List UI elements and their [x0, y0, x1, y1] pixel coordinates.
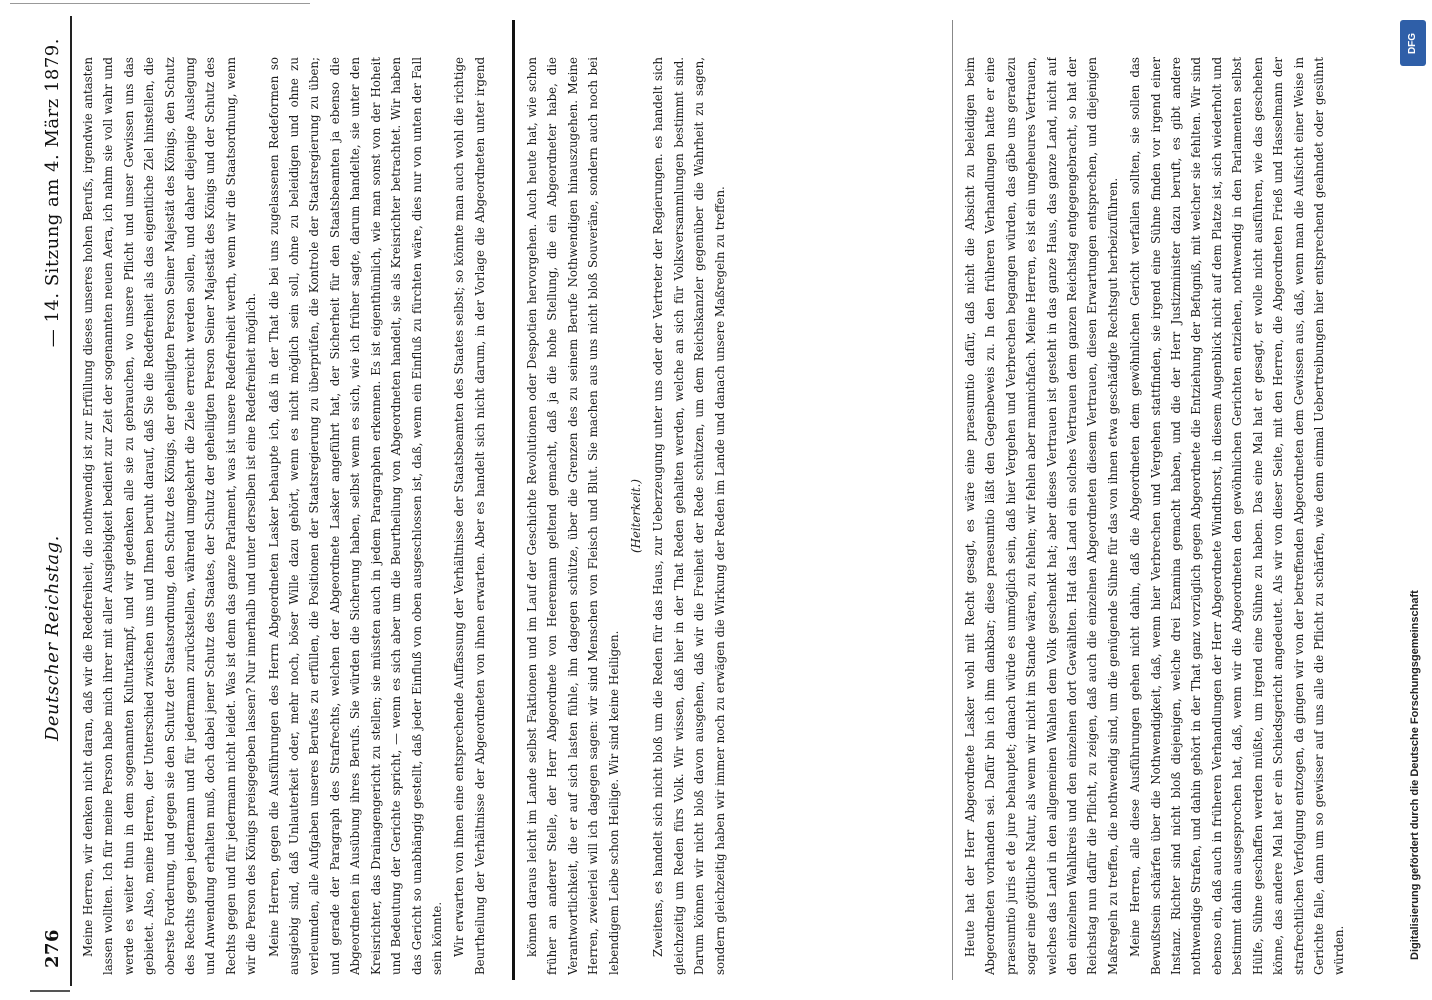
digitization-credit: Digitalisierung gefördert durch die Deutsche Forschungsgemeinschaft: [1409, 590, 1421, 960]
paragraph: Meine Herren, alle diese Ausführungen gehen nicht dahin, daß die Abgeordneten dem gewöhnlichen Gericht verfallen sollten, sie sollen das Bewußtsein schärfen über die Nothwendigkeit, daß, wenn hier Verbrechen und Vergehen stattfinden, sie irgend eine Sühne finden vor irgend einer Instanz. Richter sind nicht bloß diejenigen, welche drei Examina gemacht haben, und die der Herr Justizminister dazu beruft, es gibt andere nothwendige Strafen, und dahin gehört in der That ganz vorzüglich gegen Abgeordnete die Entziehung der Befugniß, mit welcher sie fehlten. Wir sind ebenso ein, daß auch in früheren Verhandlungen der Herr Abgeordnete Windthorst, in diesem Augenblick nicht auf dem Platze ist, sich wiederholt und bestimmt dahin ausgesprochen hat, daß, wenn wir die Abgeordneten den gewöhnlichen Gerichten entziehen, nothwendig in den Parlamenten selbst Hülfe, Sühne geschaffen werden müßte, um irgend eine Sühne zu haben. Das eine Mal hat er gesagt, er wolle nicht ausführen, wie das geschehen könne, das andere Mal hat er ein Schiedsgericht angedeutet. Als wir von dieser Seite, mit den Herren, die Abgeordneten Frieß und Hasselmann der strafrechtlichen Verfolgung entzogen, da gingen wir von der betreffenden Abgeordneten dem Gewissen aus, daß, wenn man die Aufsicht einer Weise in Gerichte falle, dann um so gewisser auf uns alle die Pflicht zu schärfen, wie denn einmal Uebertreibungen hier entsprechend geahndet oder gesühnt würden.: [1128, 57, 1347, 975]
publication-title: Deutscher Reichstag.: [41, 535, 63, 742]
scan-artifact: [10, 3, 310, 4]
paragraph: Wir erwarten von ihnen eine entsprechende Auffassung der Verhältnisse der Staatsbeamten des Staates selbst; so könnte man auch wohl die richtige Beurtheilung der Verhältnisse der Abgeordneten von ihnen erwarten. Aber es handelt sich nicht darum, in der Vorlage die Abgeordneten unter irgend: [452, 57, 487, 975]
paragraph-interjection: (Heiterkeit.): [629, 479, 644, 554]
paragraph: Meine Herren, gegen die Ausführungen des Herrn Abgeordneten Lasker behaupte ich, daß in der That die bei uns zugelassenen Redeformen so ausgiebig sind, daß Unlauterkeit oder, mehr noch, böser Wille dazu gehört, wenn es nicht möglich sein soll, ohne zu beleidigen und ohne zu verleumden, alle Aufgaben unseres Berufes zu erfüllen, die Positionen der Staatsregierung zu überprüfen, die Kontrole der Staatsregierung zu üben; und gerade der Paragraph des Strafrechts, welchen der Abgeordnete Lasker angeführt hat, der Sicherheit für den Staatsbeamten ja ebenso die Abgeordneten in Ausübung ihres Berufs. Sie würden die Sicherung haben, selbst wenn es sich, wie ich früher sagte, darum handelte, sie unter den Kreisrichter, das Drainagengericht zu stellen; sie müssten auch in jedem Paragraphen erkennen. Es ist eigenthümlich, wie man sonst von der Hoheit und Bedeutung der Gerichte spricht, — wenn es sich aber um die Beurtheilung von Abgeordneten handelt, sie als Kreisrichter betrachtet. Wir haben das Gericht so unabhängig gestellt, daß jeder Einfluß von oben ausgeschlossen ist, daß, wenn ein Einfluß zu fürchten wäre, dies nur von unten der Fall sein könnte.: [266, 57, 444, 975]
dfg-logo: DFG: [1400, 20, 1426, 66]
paragraph: können daraus leicht im Lande selbst Faktionen und im Lauf der Geschichte Revolutionen oder Despotien hervorgehen. Auch heute hat, wie schon früher an anderer Stelle, der Herr Abgeordnete von Heeremann geltend gemacht, daß ja die hohe Stellung, die ein Abgeordneter habe, die Verantwortlichkeit, die er auf sich lasten fühle, ihn dagegen schütze, über die Grenzen des zu seinem Berufe Nothwendigen hinauszugehen. Meine Herren, zweierlei will ich dagegen sagen: wir sind Menschen von Fleisch und Blut. Sie machen aus uns nicht bloß Souveräne, sondern auch noch bei lebendigem Leibe schon Heilige. Wir sind keine Heiligen.: [525, 57, 621, 975]
paragraph: Heute hat der Herr Abgeordnete Lasker wohl mit Recht gesagt, es wäre eine praesumtio dafür, daß nicht die Absicht zu beleidigen beim Abgeordneten vorhanden sei. Dafür bin ich ihm dankbar; diese praesumtio läßt den Gegenbeweis zu. In den früheren Verhandlungen hatte er eine praesumtio juris et de jure behauptet; danach würde es unmöglich sein, daß hier Vergehen und Verbrechen begangen würden, das gäbe uns geradezu sogar eine göttliche Natur, als wenn wir nicht im Stande wären, zu fehlen; wir fehlen aber mannichfach. Meine Herren, es ist ein ungeheures Vertrauen, welches das Land in den allgemeinen Wahlen dem Volk geschenkt hat; aber dieses Vertrauen ist gesteht in das ganze Haus, das ganze Land, nicht auf den einzelnen Wahlkreis und den einzelnen dort Gewählten. Hat das Land ein solches Vertrauen dem ganzen Reichstag entgegengebracht, so hat der Reichstag nun dafür die Pflicht, zu zeigen, daß auch die einzelnen Abgeordneten diesem Vertrauen, diesen Erwartungen entsprechen, und diejenigen Maßregeln zu treffen, die nothwendig sind, um die genügende Sühne für das von ihnen etwa geschädigte Rechtsgut herbeizuführen.: [963, 57, 1120, 975]
text-column-right: [522, 57, 934, 975]
session-title: — 14. Sitzung am 4. März 1879.: [41, 38, 63, 348]
page-header: [34, 38, 70, 968]
header-rule: [70, 16, 72, 986]
paragraph: Meine Herren, wir denken nicht daran, daß wir die Redefreiheit, die nothwendig ist zur Erfüllung dieses unseres hohen Berufs, irgendwie antasten lassen wollten. Ich für meine Person habe mich ihrer mit aller Ausgiebigkeit bedient zur Zeit der sogenannten neuen Aera, ich nahm sie voll wahr und werde es weiter thun in dem sogenannten Kulturkampf, und wir gedenken alle sie zu gebrauchen, wo unsere Pflicht und unser Gewissen uns das gebietet. Also, meine Herren, der Unterschied zwischen uns und Ihnen beruht darauf, daß Sie die Redefreiheit als das eigentliche Ziel hinstellen, die oberste Forderung, und gegen sie den Schutz der Staatsordnung, den Schutz des Königs, der geheiligten Person Seiner Majestät des Königs, den Schutz des Rechts gegen jedermann und für jedermann zurückstellen, während umgekehrt die Ziele erreicht werden sollen, und daher diejenige Auslegung und Anwendung erhalten muß, doch dabei jener Schutz des Staates, der Schutz der geheiligten Person Seiner Majestät des Königs und der Schutz des Rechts gegen und für jedermann nicht leidet. Was ist denn das ganze Parlament, was ist unsere Redefreiheit werth, wenn wir die Staatsordnung, wenn wir die Person des Königs preisgegeben lassen? Nur innerhalb und unter derselben ist eine Redefreiheit möglich.: [81, 57, 259, 975]
column-divider-secondary: [952, 20, 953, 980]
page-number: 276: [41, 928, 63, 968]
column-divider: [512, 20, 515, 980]
scan-artifact: [30, 990, 70, 992]
paragraph: Zweitens, es handelt sich nicht bloß um die Reden für das Haus, zur Ueberzeugung unter uns oder der Vertreter der Regierungen. es handelt sich gleichzeitig um Reden fürs Volk. Wir wissen, daß hier in der That Reden gehalten werden, welche an sich für Volksversammlungen bestimmt sind. Darum können wir nicht bloß davon ausgehen, daß wir die Freiheit der Rede schützen, um dem Reichskanzler gegenüber die Wahrheit zu sagen, sondern gleichzeitig haben wir immer noch zu erwägen die Wirkung der Reden im Lande und danach unsere Maßregeln zu treffen.: [651, 57, 727, 975]
text-column-right-continued: [960, 57, 1380, 975]
text-column-left: [78, 57, 490, 975]
